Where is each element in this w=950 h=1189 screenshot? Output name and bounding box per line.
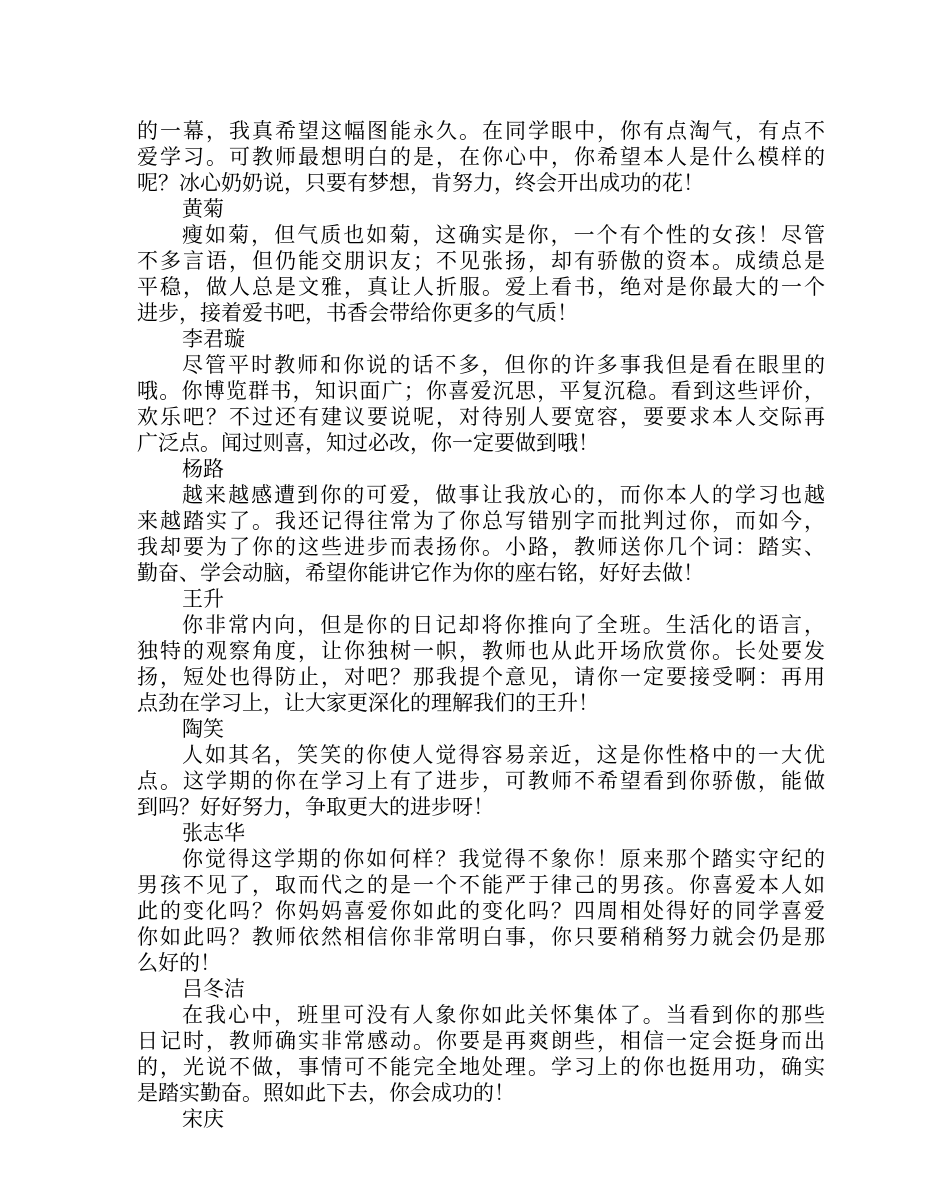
student-name: [137, 326, 825, 352]
text-line: 么好的！: [137, 951, 221, 975]
name-line: 张志华: [182, 821, 245, 845]
text-line: 勤奋、学会动脑，希望你能讲它作为你的座右铭，好好去做！: [137, 561, 704, 585]
comment-paragraph: [137, 482, 825, 586]
text-line: 是踏实勤奋。照如此下去，你会成功的！: [137, 1081, 515, 1105]
text-line: 的一幕，我真希望这幅图能永久。在同学眼中，你有点淘气，有点不: [137, 119, 825, 143]
text-line: 呢？冰心奶奶说，只要有梦想，肯努力，终会开出成功的花！: [137, 171, 704, 195]
student-name: [137, 456, 825, 482]
student-name: [137, 976, 825, 1002]
comment-paragraph: [137, 352, 825, 456]
student-name: [137, 820, 825, 846]
text-line: 你如此吗？教师依然相信你非常明白事，你只要稍稍努力就会仍是那: [137, 925, 825, 949]
text-line: 你觉得这学期的你如何样？我觉得不象你！原来那个踏实守纪的: [182, 847, 825, 871]
text-line: 的，光说不做，事情可不能完全地处理。学习上的你也挺用功，确实: [137, 1055, 825, 1079]
text-line: 尽管平时教师和你说的话不多，但你的许多事我但是看在眼里的: [182, 353, 825, 377]
text-line: 爱学习。可教师最想明白的是，在你心中，你希望本人是什么模样的: [137, 145, 825, 169]
document-page: [137, 118, 825, 1132]
text-line: 男孩不见了，取而代之的是一个不能严于律己的男孩。你喜爱本人如: [137, 873, 825, 897]
text-line: 你非常内向，但是你的日记却将你推向了全班。生活化的语言，: [182, 613, 825, 637]
name-line: 李君璇: [182, 327, 245, 351]
name-line: 杨路: [182, 457, 224, 481]
text-line: 日记时，教师确实非常感动。你要是再爽朗些，相信一定会挺身而出: [137, 1029, 825, 1053]
text-line: 来越踏实了。我还记得往常为了你总写错别字而批判过你，而如今，: [137, 509, 825, 533]
text-line: 广泛点。闻过则喜，知过必改，你一定要做到哦！: [137, 431, 599, 455]
comment-paragraph: [137, 846, 825, 976]
student-name: [137, 196, 825, 222]
text-line: 到吗？好好努力，争取更大的进步呀！: [137, 795, 494, 819]
comment-paragraph: [137, 1002, 825, 1106]
text-line: 在我心中，班里可没有人象你如此关怀集体了。当看到你的那些: [182, 1003, 825, 1027]
student-name: [137, 716, 825, 742]
text-line: 点劲在学习上，让大家更深化的理解我们的王升！: [137, 691, 599, 715]
comment-paragraph: [137, 118, 825, 196]
text-line: 此的变化吗？你妈妈喜爱你如此的变化吗？四周相处得好的同学喜爱: [137, 899, 825, 923]
text-line: 瘦如菊，但气质也如菊，这确实是你，一个有个性的女孩！尽管: [182, 223, 825, 247]
text-line: 越来越感遭到你的可爱，做事让我放心的，而你本人的学习也越: [182, 483, 825, 507]
comment-paragraph: [137, 612, 825, 716]
text-line: 不多言语，但仍能交朋识友；不见张扬，却有骄傲的资本。成绩总是: [137, 249, 825, 273]
text-line: 点。这学期的你在学习上有了进步，可教师不希望看到你骄傲，能做: [137, 769, 825, 793]
text-line: 人如其名，笑笑的你使人觉得容易亲近，这是你性格中的一大优: [182, 743, 825, 767]
text-line: 平稳，做人总是文雅，真让人折服。爱上看书，绝对是你最大的一个: [137, 275, 825, 299]
text-line: 哦。你博览群书，知识面广；你喜爱沉思，平复沉稳。看到这些评价，: [137, 379, 825, 403]
student-name: [137, 1106, 825, 1132]
text-line: 欢乐吧？不过还有建议要说呢，对待别人要宽容，要要求本人交际再: [137, 405, 825, 429]
text-line: 扬，短处也得防止，对吧？那我提个意见，请你一定要接受啊：再用: [137, 665, 825, 689]
text-line: 进步，接着爱书吧，书香会带给你更多的气质！: [137, 301, 578, 325]
comment-paragraph: [137, 222, 825, 326]
comment-paragraph: [137, 742, 825, 820]
name-line: 吕冬洁: [182, 977, 245, 1001]
student-name: [137, 586, 825, 612]
text-line: 我却要为了你的这些进步而表扬你。小路，教师送你几个词：踏实、: [137, 535, 825, 559]
text-line: 独特的观察角度，让你独树一帜，教师也从此开场欣赏你。长处要发: [137, 639, 825, 663]
name-line: 王升: [182, 587, 224, 611]
name-line: 陶笑: [182, 717, 224, 741]
name-line: 宋庆: [182, 1107, 224, 1131]
name-line: 黄菊: [182, 197, 224, 221]
